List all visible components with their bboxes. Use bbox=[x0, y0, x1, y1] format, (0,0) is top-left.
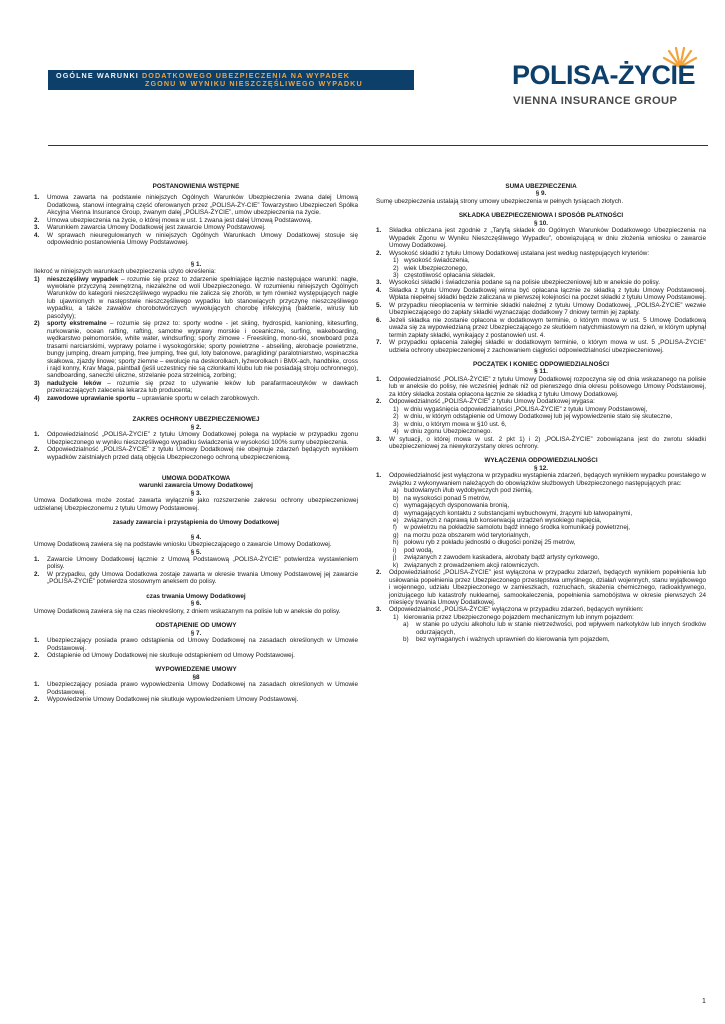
section-heading: ZAKRES OCHRONY UBEZPIECZENIOWEJ bbox=[132, 416, 260, 424]
list-item: 3) nadużycie leków – rozumie się przez to używanie leków lub parafarmaceutyków w dawkach przekraczających zalecenia lekarza lub producenta; bbox=[34, 379, 358, 395]
sub-list-item: b) bez wymaganych i ważnych uprawnień do kierowania tym pojazdem, bbox=[403, 636, 610, 644]
paragraph-number: § 5. bbox=[190, 548, 202, 556]
title-line1: DODATKOWEGO UBEZPIECZENIA NA WYPADEK bbox=[142, 71, 351, 80]
sub-list-item: 3) częstotliwość opłacania składek. bbox=[393, 271, 496, 279]
paragraph-number: § 12. bbox=[533, 464, 549, 472]
left-column bbox=[34, 183, 358, 704]
paragraph-number: § 7. bbox=[190, 629, 202, 637]
sub-list-item: b) na wysokości ponad 5 metrów, bbox=[393, 494, 491, 502]
page-number: 1 bbox=[702, 998, 706, 1005]
paragraph-number: § 9. bbox=[535, 190, 547, 198]
sub-list-item: k) związanych z prowadzeniem akcji ratowniczych. bbox=[393, 561, 540, 569]
list-item: 1. Odpowiedzialność jest wyłączona w przypadku wystąpienia zdarzeń, będących wynikiem wypadku powstałego w związku z wykonywaniem należących do obowiązków służbowych Ubezpieczonego następujących prac: bbox=[376, 472, 706, 487]
logo-group: VIENNA INSURANCE GROUP bbox=[513, 95, 678, 107]
list-item: 2. Odpowiedzialność „POLISA-ŻYCIE” z tytułu Umowy Dodatkowej wygasa: bbox=[376, 398, 595, 406]
sub-list-item: 2) wiek Ubezpieczonego, bbox=[393, 264, 468, 272]
paragraph-number: § 11. bbox=[534, 368, 548, 376]
sub-list-item: a) budowlanych i/lub wydobywczych pod ziemią, bbox=[393, 487, 533, 495]
list-item: 4. W sprawach nieuregulowanych w niniejszych Ogólnych Warunkach Umowy Dodatkowej stosuje się odpowiednio postanowienia Umowy Podstawowej. bbox=[34, 231, 358, 247]
work-exclusions-list bbox=[376, 487, 706, 569]
title-general: OGÓLNE WARUNKI bbox=[56, 71, 139, 80]
list-item: 4. Składka z tytułu Umowy Dodatkowej winna być opłacana łącznie ze składką z tytułu Umowy Podstawowej. Wpłata niepełnej składki będzie zaliczana w pierwszej kolejności na poczet składki z tytułu Umowy Podstawowej. bbox=[376, 286, 706, 302]
list-item: 1. Ubezpieczający posiada prawo wypowiedzenia Umowy Dodatkowej na zasadach określonych w Umowie Podstawowej. bbox=[34, 681, 358, 696]
paragraph-number: §8 bbox=[192, 673, 200, 681]
premium-list bbox=[376, 279, 706, 354]
list-item: 4) zawodowe uprawianie sportu – uprawianie sportu w celach zarobkowych. bbox=[34, 394, 260, 402]
sub-list-item: e) związanych z naprawą lub konserwacją urządzeń wysokiego napięcia, bbox=[393, 517, 602, 525]
paragraph-number: § 10. bbox=[533, 219, 549, 227]
section-heading: WYPOWIEDZENIE UMOWY bbox=[155, 666, 237, 674]
contract-list bbox=[34, 556, 358, 586]
sub-list-item: f) w powietrzu na pokładzie samolotu bądź innego środka komunikacji powietrznej, bbox=[393, 524, 631, 532]
header-divider bbox=[48, 145, 708, 146]
list-item: 3. Warunkiem zawarcia Umowy Dodatkowej jest zawarcie Umowy Podstawowej. bbox=[34, 224, 266, 232]
section-heading: ODSTĄPIENIE OD UMOWY bbox=[155, 622, 237, 630]
list-item: 3. W sytuacji, o której mowa w ust. 2 pkt 1) i 2) „POLISA-ŻYCIE” zobowiązana jest do zwrotu składki ubezpieczeniowej za niewykorzystany okres ochrony. bbox=[376, 435, 706, 450]
section-heading: POCZĄTEK I KONIEC ODPOWIEDZIALNOŚCI bbox=[472, 360, 610, 368]
definitions-intro: Ilekroć w niniejszych warunkach ubezpieczenia użyto określenia: bbox=[34, 268, 216, 276]
withdrawal-list bbox=[34, 637, 358, 659]
section-subheading: warunki zawarcia Umowy Dodatkowej bbox=[139, 482, 253, 490]
list-item: 2. Wypowiedzenie Umowy Dodatkowej nie skutkuje wypowiedzeniem Umowy Podstawowej. bbox=[34, 696, 299, 704]
sub-list-item: i) pod wodą, bbox=[393, 546, 434, 554]
document-title bbox=[56, 72, 363, 88]
definitions-list bbox=[34, 276, 358, 403]
company-logo bbox=[512, 46, 702, 108]
list-item: 1. Umowa zawarta na podstawie niniejszych Ogólnych Warunków Ubezpieczenia zwana dalej Umową Dodatkową, stanowi integralną część oferowanych przez „POLISA-ŻY-CIE” Towarzystwo Ubezpieczeń Spółka Akcyjna Vienna Insurance Group, zwanym dalej „POLISA-ŻYCIE”, umów ubezpieczenia na życie. bbox=[34, 194, 358, 217]
sub-list-item: 1) wysokość świadczenia, bbox=[393, 257, 470, 265]
expiry-list bbox=[376, 406, 706, 436]
sub-list-item: g) na morzu poza obszarem wód terytorialnych, bbox=[393, 531, 531, 539]
paragraph-number: § 1. bbox=[190, 260, 202, 268]
sub-list-item: j) związanych z zawodem kaskadera, akrobaty bądź artysty cyrkowego, bbox=[393, 554, 600, 562]
right-column bbox=[376, 183, 706, 644]
list-item: 2. Odpowiedzialność „POLISA-ŻYCIE” jest wyłączona w przypadku zdarzeń, będących wynikiem popełnienia lub usiłowania popełnienia przez Ubezpieczonego przestępstwa umyślnego, działań wojennych, stanu wyjątkowego i wojennego, udziału Ubezpieczonego w zamieszkach, rozruchach, skażenia chemicznego, radioaktywnego, jonizującego lub katastrofy nuklearnej, samookaleczenia, popełnienia samobójstwa w okresie pierwszych 24 miesięcy trwania Umowy Dodatkowej. bbox=[376, 569, 706, 607]
sub-list-item: a) w stanie po użyciu alkoholu lub w stanie nietrzeźwości, pod wpływem narkotyków lub innych środków odurzających, bbox=[403, 621, 706, 636]
list-item: 2. W przypadku, gdy Umowa Dodatkowa zostaje zawarta w okresie trwania Umowy Podstawowej jej zawarcie „POLISA-ŻYCIE” potwierdza stosownym aneksem do polisy. bbox=[34, 570, 358, 586]
sub-list-item: d) wymagających kontaktu z substancjami wybuchowymi, żrącymi lub łatwopalnymi, bbox=[393, 509, 633, 517]
criteria-list bbox=[376, 257, 706, 279]
sub-list-item: 1) w dniu wygaśnięcia odpowiedzialności „POLISA-ŻYCIE” z tytułu Umowy Podstawowej, bbox=[393, 405, 648, 413]
paragraph-text: Umowę Dodatkową zawiera się na czas nieokreślony, z dniem wskazanym na polisie lub w aneksie do polisy. bbox=[34, 607, 341, 615]
list-item: 1. Ubezpieczający posiada prawo odstąpienia od Umowy Dodatkowej na zasadach określonych w Umowie Podstawowej. bbox=[34, 637, 358, 652]
defined-term: nieszczęśliwy wypadek bbox=[47, 275, 119, 283]
paragraph-number: § 2. bbox=[190, 423, 202, 431]
intro-list bbox=[34, 194, 358, 246]
sub-list-item: c) wymagających dysponowania bronią, bbox=[393, 502, 510, 510]
scope-list bbox=[34, 431, 358, 461]
section-heading: POSTANOWIENIA WSTĘPNE bbox=[152, 183, 240, 190]
list-item: 3. Wysokości składki i świadczenia podane są na polisie ubezpieczeniowej lub w aneksie do polisy. bbox=[376, 279, 660, 287]
list-item: 1. Odpowiedzialność „POLISA-ŻYCIE” z tytułu Umowy Dodatkowej polega na wypłacie w przypadku zgonu Ubezpieczonego w wyniku nieszczęśliwego wypadku świadczenia w wysokości 100% sumy ubezpieczenia. bbox=[34, 431, 358, 446]
defined-term: nadużycie leków bbox=[47, 379, 102, 387]
list-item: 2. Umowa ubezpieczenia na życie, o której mowa w ust. 1 zwana jest dalej Umową Podstawową. bbox=[34, 216, 313, 224]
section-subheading: czas trwania Umowy Dodatkowej bbox=[146, 592, 246, 600]
defined-term: sporty ekstremalne bbox=[47, 320, 107, 328]
list-item: 2) sporty ekstremalne – rozumie się przez to: sporty wodne - jet skiing, hydrospid, kanioning, kitesurfing, nurkowanie, ocean rafting, rafting, samotne wyprawy morskie i oceaniczne, surfing, wakeboarding, wędkarstwo pełnomorskie, white water, windsurfing; sporty zimowe - Freeskiing, mono-ski, snowboard poza trasami narciarskimi, wyprawy polarne i wysokogórskie; sporty powietrzne - abseiling, akrobacje powietrzne, bungy jumping, dream jumping, free jumping, free gul, loty balonowe, paragliding/ paralotniarstwo, wspinaczka skałkowa, zjazdy linowe; sporty ziemne – ewolucje na deskorolkach, łyżworolkach i BMX-ach, handbike, cross i rajd konny, Krav Maga, paintball (jeśli uczestnicy nie są członkami klubu lub nie posiadają stroju ochronnego), sandboarding, saneczki uliczne, strzelanie poza strzelnicą, zorbing; bbox=[34, 320, 358, 380]
list-item: 7. W przypadku opłacenia zaległej składki w dodatkowym terminie, o którym mowa w ust. 5 „POLISA-ŻYCIE” udziela ochrony ubezpieczeniowej z zachowaniem ciągłości odpowiedzialności ubezpieczeniowej. bbox=[376, 339, 706, 354]
list-item: 6. Jeżeli składka nie zostanie opłacona w dodatkowym terminie, o którym mowa w ust. 5 Umowę Dodatkową uważa się za wypowiedzianą przez Ubezpieczającego ze skutkiem natychmiastowym na dzień, w którym upłynął termin zapłaty składki, wynikający z postanowień ust. 4. bbox=[376, 316, 706, 339]
paragraph-text: Umowa Dodatkowa może zostać zawarta wyłącznie jako rozszerzenie zakresu ochrony ubezpieczeniowej udzielanej Ubezpieczonemu z tytułu Umowy Podstawowej. bbox=[34, 497, 358, 512]
sub-list-item: 2) w dniu, w którym odstąpienie od Umowy Dodatkowej lub jej wypowiedzenie stało się skuteczne, bbox=[393, 413, 673, 421]
section-heading: SKŁADKA UBEZPIECZENIOWA I SPOSÓB PŁATNOŚCI bbox=[458, 212, 624, 220]
list-item: 1. Składka obliczana jest zgodnie z „Taryfą składek do Ogólnych Warunków Dodatkowego Ubezpieczenia na Wypadek Zgonu w Wyniku Nieszczęśliwego Wypadku”, obowiązującą w dniu złożenia wniosku o zawarcie Umowy Dodatkowej. bbox=[376, 227, 706, 250]
sub-list-item: 1) kierowania przez Ubezpieczonego pojazdem mechanicznym lub innym pojazdem: bbox=[393, 613, 634, 621]
termination-list bbox=[34, 681, 358, 703]
document-title-banner bbox=[48, 70, 414, 90]
logo-name: POLISA-ŻYCIE bbox=[512, 60, 696, 90]
list-item: 5. W przypadku nieopłacenia w terminie składki należnej z tytułu Umowy Dodatkowej, „POLISA-ŻYCIE” wezwie Ubezpieczającego do zapłaty składki wyznaczając dodatkowy 7 dniowy termin jej zapłaty. bbox=[376, 301, 706, 317]
title-line2: ZGONU W WYNIKU NIESZCZĘŚLIWEGO WYPADKU bbox=[145, 79, 363, 89]
defined-term: zawodowe uprawianie sportu bbox=[47, 394, 136, 402]
sub-list-item: 3) w dniu, o którym mowa w §10 ust. 6, bbox=[393, 420, 507, 428]
list-item: 1. Zawarcie Umowy Dodatkowej łącznie z Umową Podstawową „POLISA-ŻYCIE” potwierdza wystawieniem polisy. bbox=[34, 556, 358, 571]
list-item: 1) nieszczęśliwy wypadek – rozumie się przez to zdarzenie spełniające łącznie następujące warunki: nagłe, wywołane przyczyną zewnętrzną, niezależne od woli Ubezpieczonego. W rozumieniu niniejszych Ogólnych Warunków do kategorii nieszczęśliwego wypadku nie zalicza się zhorób, w tym również występujących nagle lub ujawnionych w następstwie nieszczęśliwego wypadku lub stanowiących przyczynę nieszczęśliwego wypadku, a także zawałów chorobotwórczych wywołujących chorobę infekcyjną (bakterie, wirusy lub pasożyty); bbox=[34, 275, 358, 320]
sub-list-item: 4) w dniu zgonu Ubezpieczonego. bbox=[393, 428, 493, 436]
list-item: 2. Wysokość składki z tytułu Umowy Dodatkowej ustalana jest według następujących kryteriów: bbox=[376, 249, 650, 257]
list-item: 3. Odpowiedzialność „POLISA-ŻYCIE” wyłączona w przypadku zdarzeń, będących wynikiem: bbox=[376, 606, 644, 614]
sub-list-item: h) połowu ryb z pokładu jednostki o długości poniżej 25 metrów, bbox=[393, 539, 576, 547]
list-item: 1. Odpowiedzialność „POLISA-ŻYCIE” z tytułu Umowy Dodatkowej rozpoczyna się od dnia wskazanego na polisie lub w aneksie do polisy, nie wcześniej jednak niż od pierwszego dnia okresu polisowego Umowy Podstawowej, za który składka została opłacona łącznie ze składką z tytułu Umowy Dodatkowej. bbox=[376, 375, 706, 398]
paragraph-text: Umowę Dodatkową zawiera się na podstawie wniosku Ubezpieczającego o zawarcie Umowy Dodatkowej. bbox=[34, 541, 332, 549]
page-header bbox=[0, 0, 725, 130]
vehicle-exclusions-list bbox=[376, 621, 706, 643]
paragraph-number: § 6. bbox=[190, 600, 202, 608]
section-heading: WYŁĄCZENIA ODPOWIEDZIALNOŚCI bbox=[484, 457, 598, 465]
section-subheading: zasady zawarcia i przystąpienia do Umowy Dodatkowej bbox=[112, 519, 280, 527]
paragraph-number: § 3. bbox=[190, 489, 202, 497]
list-item: 2. Odpowiedzialność „POLISA-ŻYCIE” z tytułu Umowy Dodatkowej nie obejmuje zdarzeń będących wynikiem wypadków zaistniałych przed datą objęcia Ubezpieczonego ochroną ubezpieczeniową. bbox=[34, 446, 358, 461]
paragraph-number: § 4. bbox=[190, 533, 202, 541]
section-heading: SUMA UBEZPIECZENIA bbox=[505, 183, 577, 190]
paragraph-text: Sumę ubezpieczenia ustalają strony umowy ubezpieczenia w pełnych tysiącach złotych. bbox=[376, 197, 624, 205]
list-item: 2. Odstąpienie od Umowy Dodatkowej nie skutkuje odstąpieniem od Umowy Podstawowej. bbox=[34, 652, 295, 660]
section-heading: UMOWA DODATKOWA bbox=[161, 474, 231, 482]
